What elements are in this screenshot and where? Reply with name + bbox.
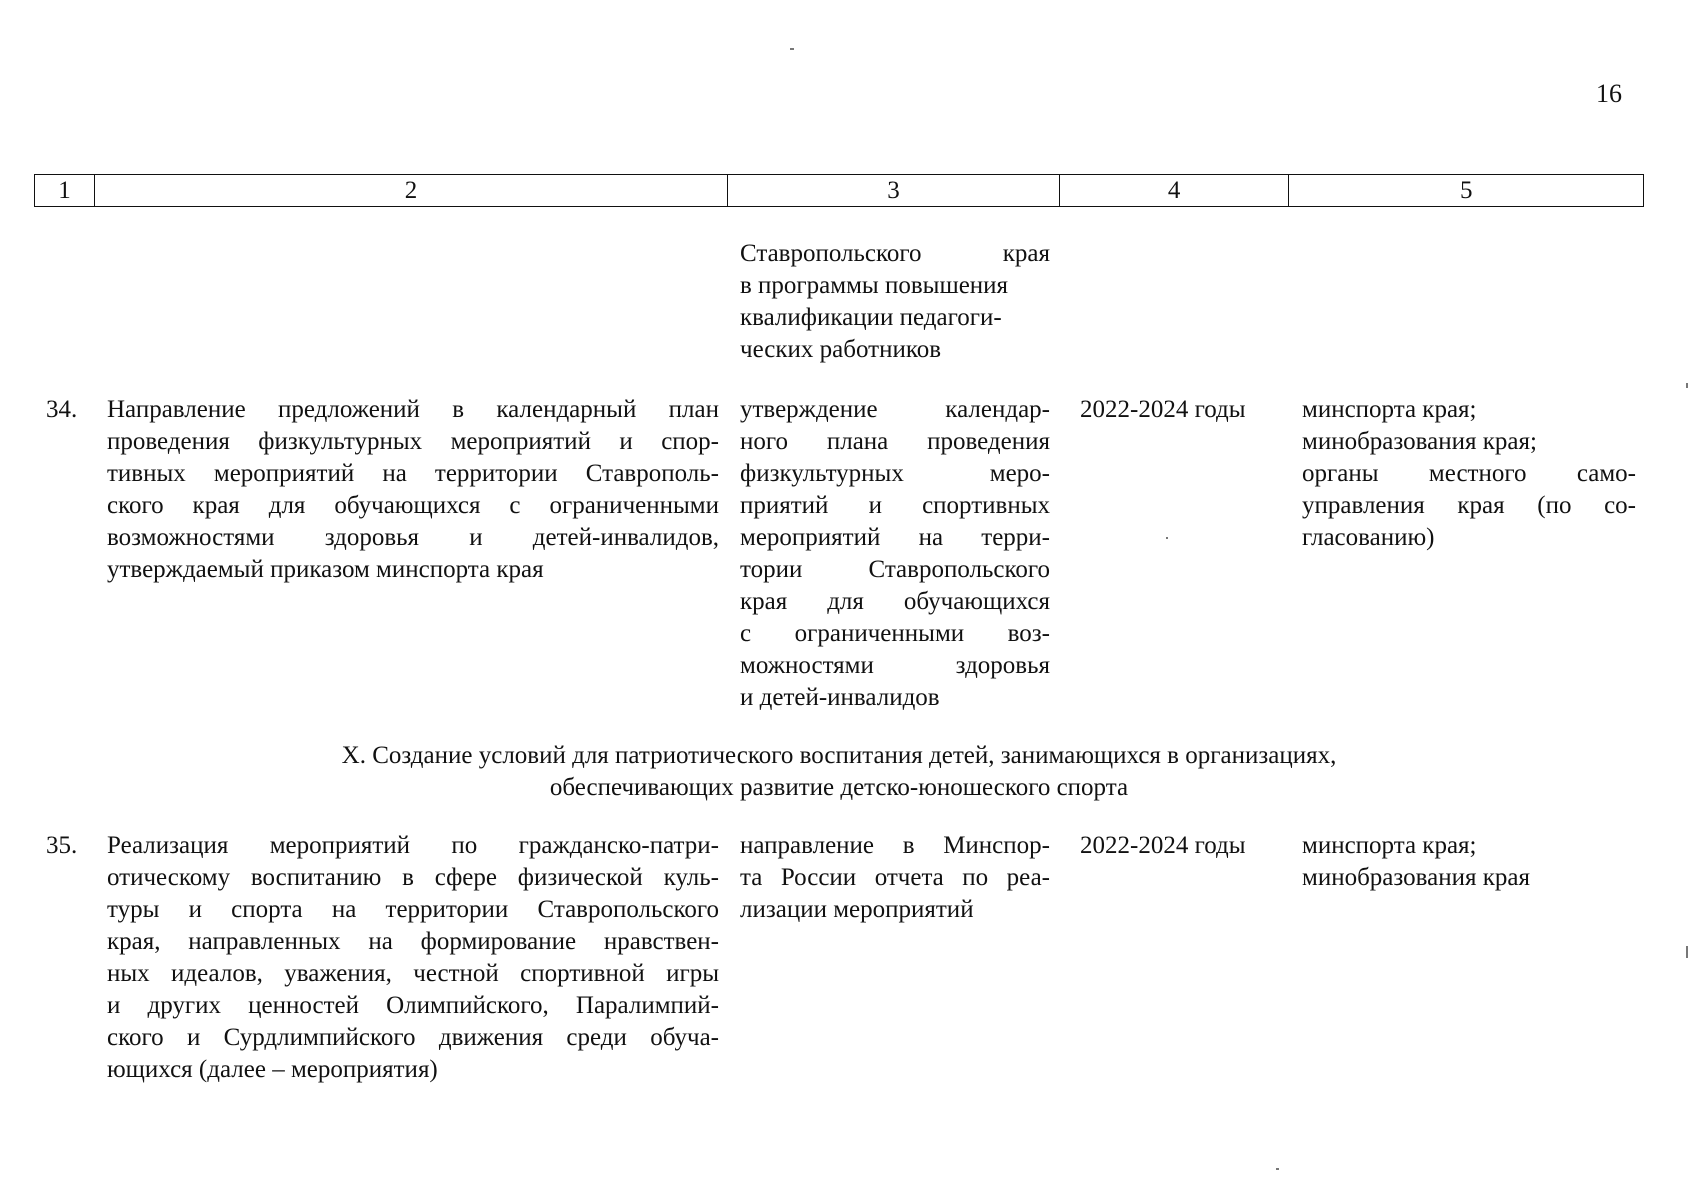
text-line: та России отчета по реа- <box>740 864 1050 891</box>
text-line: минспорта края; <box>1302 832 1477 859</box>
text-line: отическому воспитанию в сфере физической куль- <box>107 864 719 891</box>
text-line: ского и Сурдлимпийского движения среди обуча- <box>107 1024 719 1051</box>
text-line: края, направленных на формирование нравствен- <box>107 928 719 955</box>
header-col-3: 3 <box>728 175 1060 206</box>
row-result <box>740 394 1050 714</box>
text-line: в программы повышения <box>740 272 1009 299</box>
header-col-5: 5 <box>1459 176 1473 204</box>
text-line: ных идеалов, уважения, честной спортивной игры <box>107 960 719 987</box>
text-line: можностями здоровья <box>740 652 1050 679</box>
row-name <box>107 394 719 586</box>
text-line: утверждаемый приказом минспорта края <box>107 556 544 583</box>
text-line: лизации мероприятий <box>740 896 974 923</box>
section-title <box>34 740 1644 804</box>
text-line: направление в Минспор- <box>740 832 1050 859</box>
text-line: гласованию) <box>1302 524 1435 551</box>
text-line: проведения физкультурных мероприятий и спор- <box>107 428 719 455</box>
text-line: с ограниченными воз- <box>740 620 1050 647</box>
row-number: 35. <box>46 832 78 859</box>
text-line: управления края (по со- <box>1302 492 1636 519</box>
continuation-result <box>740 238 1050 366</box>
scan-speck <box>1686 946 1688 958</box>
text-line: ющихся (далее – мероприятия) <box>107 1056 438 1083</box>
text-line: обеспечивающих развитие детско-юношеского спорта <box>549 774 1129 801</box>
row-term: 2022-2024 годы <box>1080 832 1246 859</box>
scan-speck <box>1686 383 1688 388</box>
text-line: тивных мероприятий на территории Ставрополь- <box>107 460 719 487</box>
header-col-2: 2 <box>95 175 728 206</box>
text-line: утверждение календар- <box>740 396 1050 423</box>
text-line: и других ценностей Олимпийского, Паралимпий- <box>107 992 719 1019</box>
text-line: возможностями здоровья и детей-инвалидов, <box>107 524 719 551</box>
row-result <box>740 830 1050 926</box>
text-line: минспорта края; <box>1302 396 1477 423</box>
text-line: и детей-инвалидов <box>740 684 940 711</box>
row-number: 34. <box>46 396 78 423</box>
text-line: X. Создание условий для патриотического воспитания детей, занимающихся в организациях, <box>341 742 1337 769</box>
text-line: Направление предложений в календарный план <box>107 396 719 423</box>
text-line: квалификации педагоги- <box>740 304 1002 331</box>
header-col-1: 1 <box>35 175 95 206</box>
text-line: края для обучающихся <box>740 588 1050 615</box>
header-col-4: 4 <box>1060 175 1290 206</box>
scan-speck <box>790 48 794 50</box>
row-executor <box>1302 830 1636 894</box>
row-term: 2022-2024 годы <box>1080 396 1246 423</box>
text-line: ного плана проведения <box>740 428 1050 455</box>
text-line: минобразования края; <box>1302 428 1537 455</box>
text-line: ского края для обучающихся с ограниченными <box>107 492 719 519</box>
scan-speck <box>1166 537 1168 539</box>
text-line: ческих работников <box>740 336 942 363</box>
text-line: мероприятий на терри- <box>740 524 1050 551</box>
table-header-row <box>34 174 1644 207</box>
text-line: приятий и спортивных <box>740 492 1050 519</box>
text-line: туры и спорта на территории Ставропольского <box>107 896 719 923</box>
page-number: 16 <box>1596 79 1622 108</box>
row-name <box>107 830 719 1086</box>
scan-speck <box>1276 1168 1279 1170</box>
row-executor <box>1302 394 1636 554</box>
text-line: физкультурных меро- <box>740 460 1050 487</box>
text-line: Реализация мероприятий по гражданско-патри- <box>107 832 719 859</box>
text-line: тории Ставропольского <box>740 556 1050 583</box>
text-line: Ставропольского края <box>740 240 1050 267</box>
text-line: минобразования края <box>1302 864 1530 891</box>
text-line: органы местного само- <box>1302 460 1636 487</box>
